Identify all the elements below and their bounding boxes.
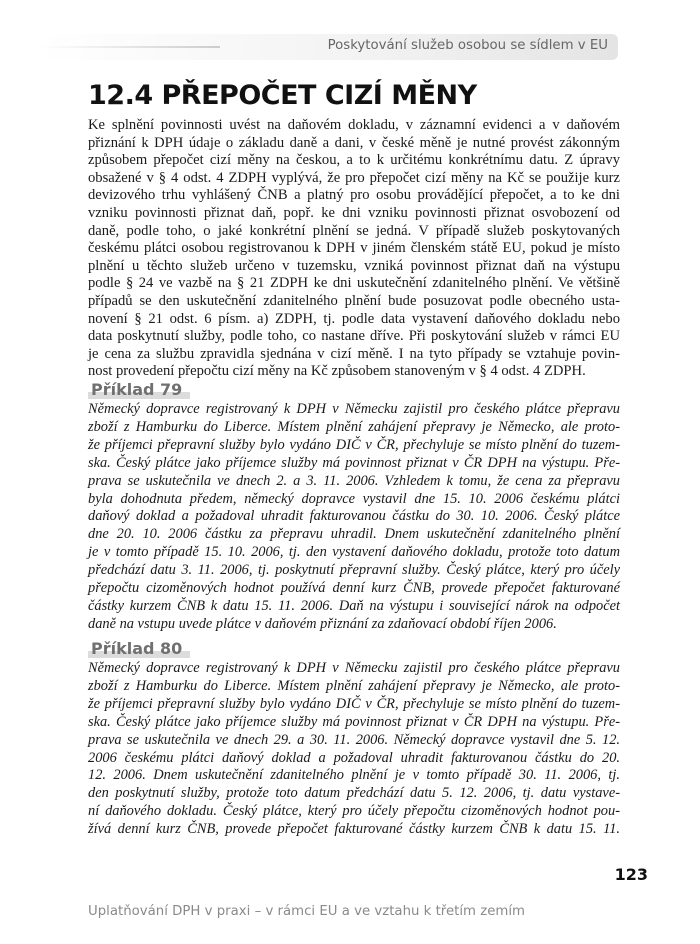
text-line: zboží z Hamburku do Liberce. Místem plnění zahájení přepravy je Německo, ale proto- xyxy=(88,418,620,435)
section-heading: 12.4 PŘEPOČET CIZÍ MĚNY xyxy=(88,80,477,111)
text-line: že příjemci přepravní služby bylo vydáno DIČ v ČR, přechyluje se místo plnění do tuzem- xyxy=(88,436,620,453)
page-number: 123 xyxy=(614,865,648,884)
text-line: přepočtu cizoměnových hodnot používá denní kurz ČNB, provede přepočet fakturované xyxy=(88,580,620,597)
header-rule xyxy=(40,46,220,48)
text-line: daně, podle toho, o jaké konkrétní plnění se jedná. V případě služeb poskytovaných xyxy=(88,222,620,239)
text-line: zboží z Hamburku do Liberce. Místem plnění zahájení přepravy je Německo, ale proto- xyxy=(88,677,620,694)
text-line: podle § 24 ve vazbě na § 21 ZDPH ke dni uskutečnění zdanitelného plnění. Ve většině xyxy=(88,275,620,292)
text-line: případů se den uskutečnění zdanitelného plnění bude posuzovat podle obecného usta- xyxy=(88,292,620,309)
text-line: devizového trhu vyhlášený ČNB a platný pro osobu provádějící přepočet, a to ke dni xyxy=(88,187,620,204)
text-line: ní daňového dokladu. Český plátce, který pro účely přepočtu cizoměnových hodnot pou- xyxy=(88,803,620,820)
text-line: částky kurzem ČNB k datu 15. 11. 2006. Daň na výstupu i související nárok na odpočet xyxy=(88,597,620,614)
text-line: ska. Český plátce jako příjemce služby má povinnost přiznat v ČR DPH na výstupu. Pře- xyxy=(88,454,620,471)
running-header xyxy=(40,34,618,60)
example-80-label: Příklad 80 xyxy=(88,639,190,658)
text-line: nost provedení přepočtu cizí měny na Kč způsobem stanoveným v § 4 odst. 4 ZDPH. xyxy=(88,363,586,380)
text-line: den poskytnutí služby, protože toto datum předchází datu 5. 12. 2006, tj. datu vystave- xyxy=(88,785,620,802)
text-line: českému plátci osobou registrovanou k DPH v jiném členském státě EU, pokud je místo xyxy=(88,240,620,257)
text-line: je v tomto případě 15. 10. 2006, tj. den vystavení daňového dokladu, protože toto datum xyxy=(88,544,620,561)
text-line: předchází datu 3. 11. 2006, tj. poskytnutí přepravní služby. Český plátce, který pro účely xyxy=(88,562,620,579)
example-79-text xyxy=(88,401,620,634)
text-line: data poskytnutí služby, podle toho, co nastane dříve. Při poskytování služeb v rámci EU xyxy=(88,328,620,345)
text-line: daňový doklad a požadoval uhradit fakturovanou částku do 30. 10. 2006. Český plátce xyxy=(88,508,620,525)
text-line: ska. Český plátce jako příjemce služby má povinnost přiznat v ČR DPH na výstupu. Pře- xyxy=(88,713,620,730)
text-line: způsobem přepočet cizí měny na českou, a to k určitému konkrétnímu datu. Z úpravy xyxy=(88,152,620,169)
text-line: dne 20. 10. 2006 částku za přepravu uhradil. Dnem uskutečnění zdanitelného plnění xyxy=(88,526,620,543)
text-line: žívá denní kurz ČNB, provede přepočet fakturované částky kurzem ČNB k datu 15. 11. xyxy=(88,821,620,838)
text-line: byla dohodnuta předem, německý dopravce vystavil dne 15. 10. 2006 českému plátci xyxy=(88,490,620,507)
text-line: daně na vstupu uvede plátce v daňovém přiznání za zdaňovací období říjen 2006. xyxy=(88,615,557,632)
text-line: 2006 českému plátci daňový doklad a požadoval uhradit fakturovanou částku do 20. xyxy=(88,749,620,766)
text-line: přiznání k DPH údaje o základu daně a dani, v české měně je nutné provést zákonným xyxy=(88,134,620,151)
text-line: prava se uskutečnila ve dnech 29. a 30. 11. 2006. Německý dopravce vystavil dne 5. 12. xyxy=(88,731,620,748)
example-79-label: Příklad 79 xyxy=(88,380,190,399)
intro-paragraph xyxy=(88,117,620,381)
text-line: Německý dopravce registrovaný k DPH v Německu zajistil pro českého plátce přepravu xyxy=(88,401,620,417)
running-footer: Uplatňování DPH v praxi – v rámci EU a ve vztahu k třetím zemím xyxy=(88,904,525,919)
example-80-text xyxy=(88,660,620,839)
running-header-text: Poskytování služeb osobou se sídlem v EU xyxy=(327,38,608,53)
text-line: Německý dopravce registrovaný k DPH v Německu zajistil pro českého plátce přepravu xyxy=(88,660,620,676)
text-line: je cena za službu zpravidla sjednána v cizí měně. I na tyto případy se vztahuje povin- xyxy=(88,345,620,362)
text-line: vzniku povinnosti přiznat daň, popř. ke dni vzniku povinnosti přiznat osvobození od xyxy=(88,204,620,221)
text-line: že příjemci přepravní služby bylo vydáno DIČ v ČR, přechyluje se místo plnění do tuzem- xyxy=(88,695,620,712)
text-line: plnění u těchto služeb určeno v tuzemsku, vzniká povinnost přiznat daň na výstupu xyxy=(88,257,620,274)
text-line: obsažené v § 4 odst. 4 ZDPH vyplývá, že pro přepočet cizí měny na Kč se použije kurz xyxy=(88,169,620,186)
text-line: Ke splnění povinnosti uvést na daňovém dokladu, v záznamní evidenci a v daňovém xyxy=(88,117,620,133)
text-line: prava se uskutečnila ve dnech 2. a 3. 11. 2006. Vzhledem k tomu, že cena za přepravu xyxy=(88,472,620,489)
text-line: novení § 21 odst. 6 písm. a) ZDPH, tj. podle data vystavení daňového dokladu nebo xyxy=(88,310,620,327)
text-line: 12. 2006. Dnem uskutečnění zdanitelného plnění je v tomto případě 30. 11. 2006, tj. xyxy=(88,767,620,784)
